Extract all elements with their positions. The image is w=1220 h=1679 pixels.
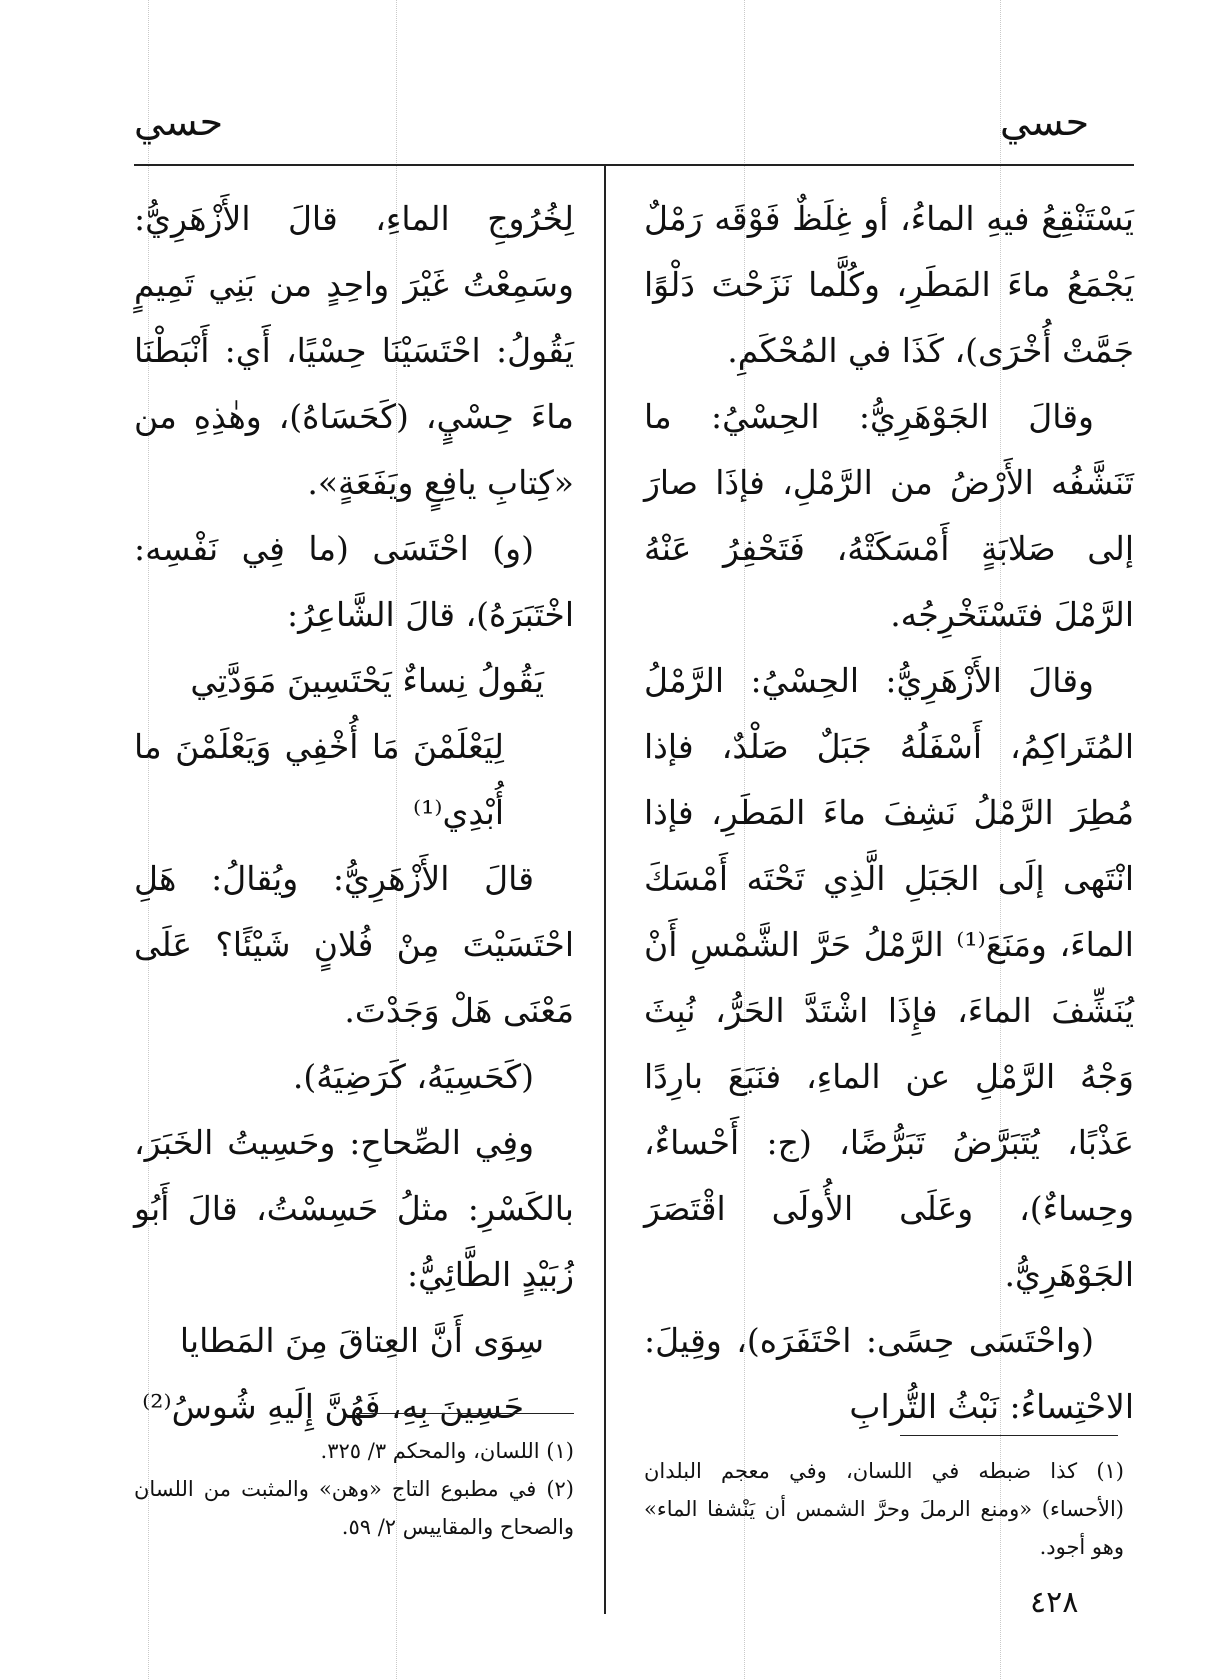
paragraph: لِخُرُوجِ الماءِ، قالَ الأَزْهَرِيُّ: وسَمِعْتُ غَيْرَ واحِدٍ من بَنِي تَمِيمٍ يَقُولُ: احْتَسَيْنَا حِسْيًا، أَي: أَنْبَطْنَا ماءَ حِسْيٍ، (كَحَسَاهُ)، وهٰذِهِ من «كِتابِ يافِعٍ ويَفَعَةٍ». <box>134 199 574 502</box>
verse-line: حَسِينَ بِهِ، فَهُنَّ إِلَيهِ شُوسُ⁽²⁾ <box>142 1387 524 1426</box>
header-right-title: حسي <box>1000 100 1090 144</box>
left-footnotes <box>134 1432 574 1546</box>
footnote: (١) اللسان، والمحكم ٣/ ٣٢٥. <box>320 1439 574 1463</box>
paragraph: (كَحَسِيَهُ، كَرَضِيَهُ). <box>292 1057 534 1096</box>
paragraph: وقالَ الأَزْهَرِيُّ: الحِسْيُ: الرَّمْلُ المُتَراكِمُ، أَسْفَلُهُ جَبَلٌ صَلْدٌ، فإذا مُطِرَ الرَّمْلُ نَشِفَ ماءَ المَطَرِ، فإذا انْتَهى إلَى الجَبَلِ الَّذِي تَحْتَه أَمْسَكَ الماءَ، ومَنَعَ⁽¹⁾ الرَّمْلُ حَرَّ الشَّمْسِ أَنْ يُنَشِّفَ الماءَ، فإِذَا اشْتَدَّ الحَرُّ، نُبِثَ وَجْهُ الرَّمْلِ عن الماءِ، فنَبَعَ بارِدًا عَذْبًا، يُتَبَرَّضُ تَبَرُّضًا، (ج: أَحْساءٌ، وحِساءٌ)، وعَلَى الأُولَى اقْتَصَرَ الجَوْهَرِيُّ. <box>644 661 1134 1294</box>
footnote: (٢) في مطبوع التاج «وهن» والمثبت من اللسان والصحاح والمقاييس ٢/ ٥٩. <box>134 1477 574 1539</box>
paragraph: وفِي الصِّحاحِ: وحَسِيتُ الخَبَرَ، بالكَسْرِ: مثلُ حَسِسْتُ، قالَ أَبُو زُبَيْدٍ الطَّائِيُّ: <box>134 1123 574 1294</box>
verse-line: سِوَى أَنَّ العِتاقَ مِنَ المَطايا <box>179 1321 544 1360</box>
left-column <box>134 186 574 1440</box>
paragraph: (و) احْتَسَى (ما فِي نَفْسِه: اخْتَبَرَهُ)، قالَ الشَّاعِرُ: <box>134 529 574 634</box>
paragraph: (واحْتَسَى حِسًى: احْتَفَرَه)، وقِيلَ: الاحْتِساءُ: نَبْثُ التُّرابِ <box>644 1321 1134 1426</box>
verse-line: لِيَعْلَمْنَ مَا أُخْفِي وَيَعْلَمْنَ ما أُبْدِي⁽¹⁾ <box>134 727 504 832</box>
column-divider <box>604 166 606 1614</box>
header-rule <box>134 164 1134 166</box>
footnote-rule <box>900 1435 1118 1436</box>
page-number: ٤٢٨ <box>1030 1585 1079 1620</box>
right-footnotes <box>644 1452 1124 1566</box>
paragraph: وقالَ الجَوْهَرِيُّ: الحِسْيُ: ما تَنَشَّفُه الأَرْضُ من الرَّمْلِ، فإذَا صارَ إلى صَلابَةٍ أَمْسَكَتْهُ، فَتَحْفِرُ عَنْهُ الرَّمْلَ فتَسْتَخْرِجُه. <box>644 397 1134 634</box>
footnote-rule <box>356 1413 574 1414</box>
verse-line: يَقُولُ نِساءٌ يَحْتَسِينَ مَوَدَّتِي <box>190 661 544 700</box>
footnote: (١) كذا ضبطه في اللسان، وفي معجم البلدان (الأحساء) «ومنع الرملَ وحرَّ الشمس أن يَنْشفا الماء» وهو أجود. <box>644 1459 1124 1559</box>
header-left-title: حسي <box>134 100 224 144</box>
right-column <box>644 186 1134 1440</box>
paragraph: يَسْتَنْقِعُ فيهِ الماءُ، أو غِلَظٌ فَوْقَه رَمْلٌ يَجْمَعُ ماءَ المَطَرِ، وكُلَّما نَزَحْتَ دَلْوًا جَمَّتْ أُخْرَى)، كَذَا في المُحْكَمِ. <box>644 199 1134 370</box>
paragraph: قالَ الأَزْهَرِيُّ: ويُقالُ: هَلِ احْتَسَيْتَ مِنْ فُلانٍ شَيْئًا؟ عَلَى مَعْنَى هَلْ وَجَدْتَ. <box>134 859 574 1030</box>
